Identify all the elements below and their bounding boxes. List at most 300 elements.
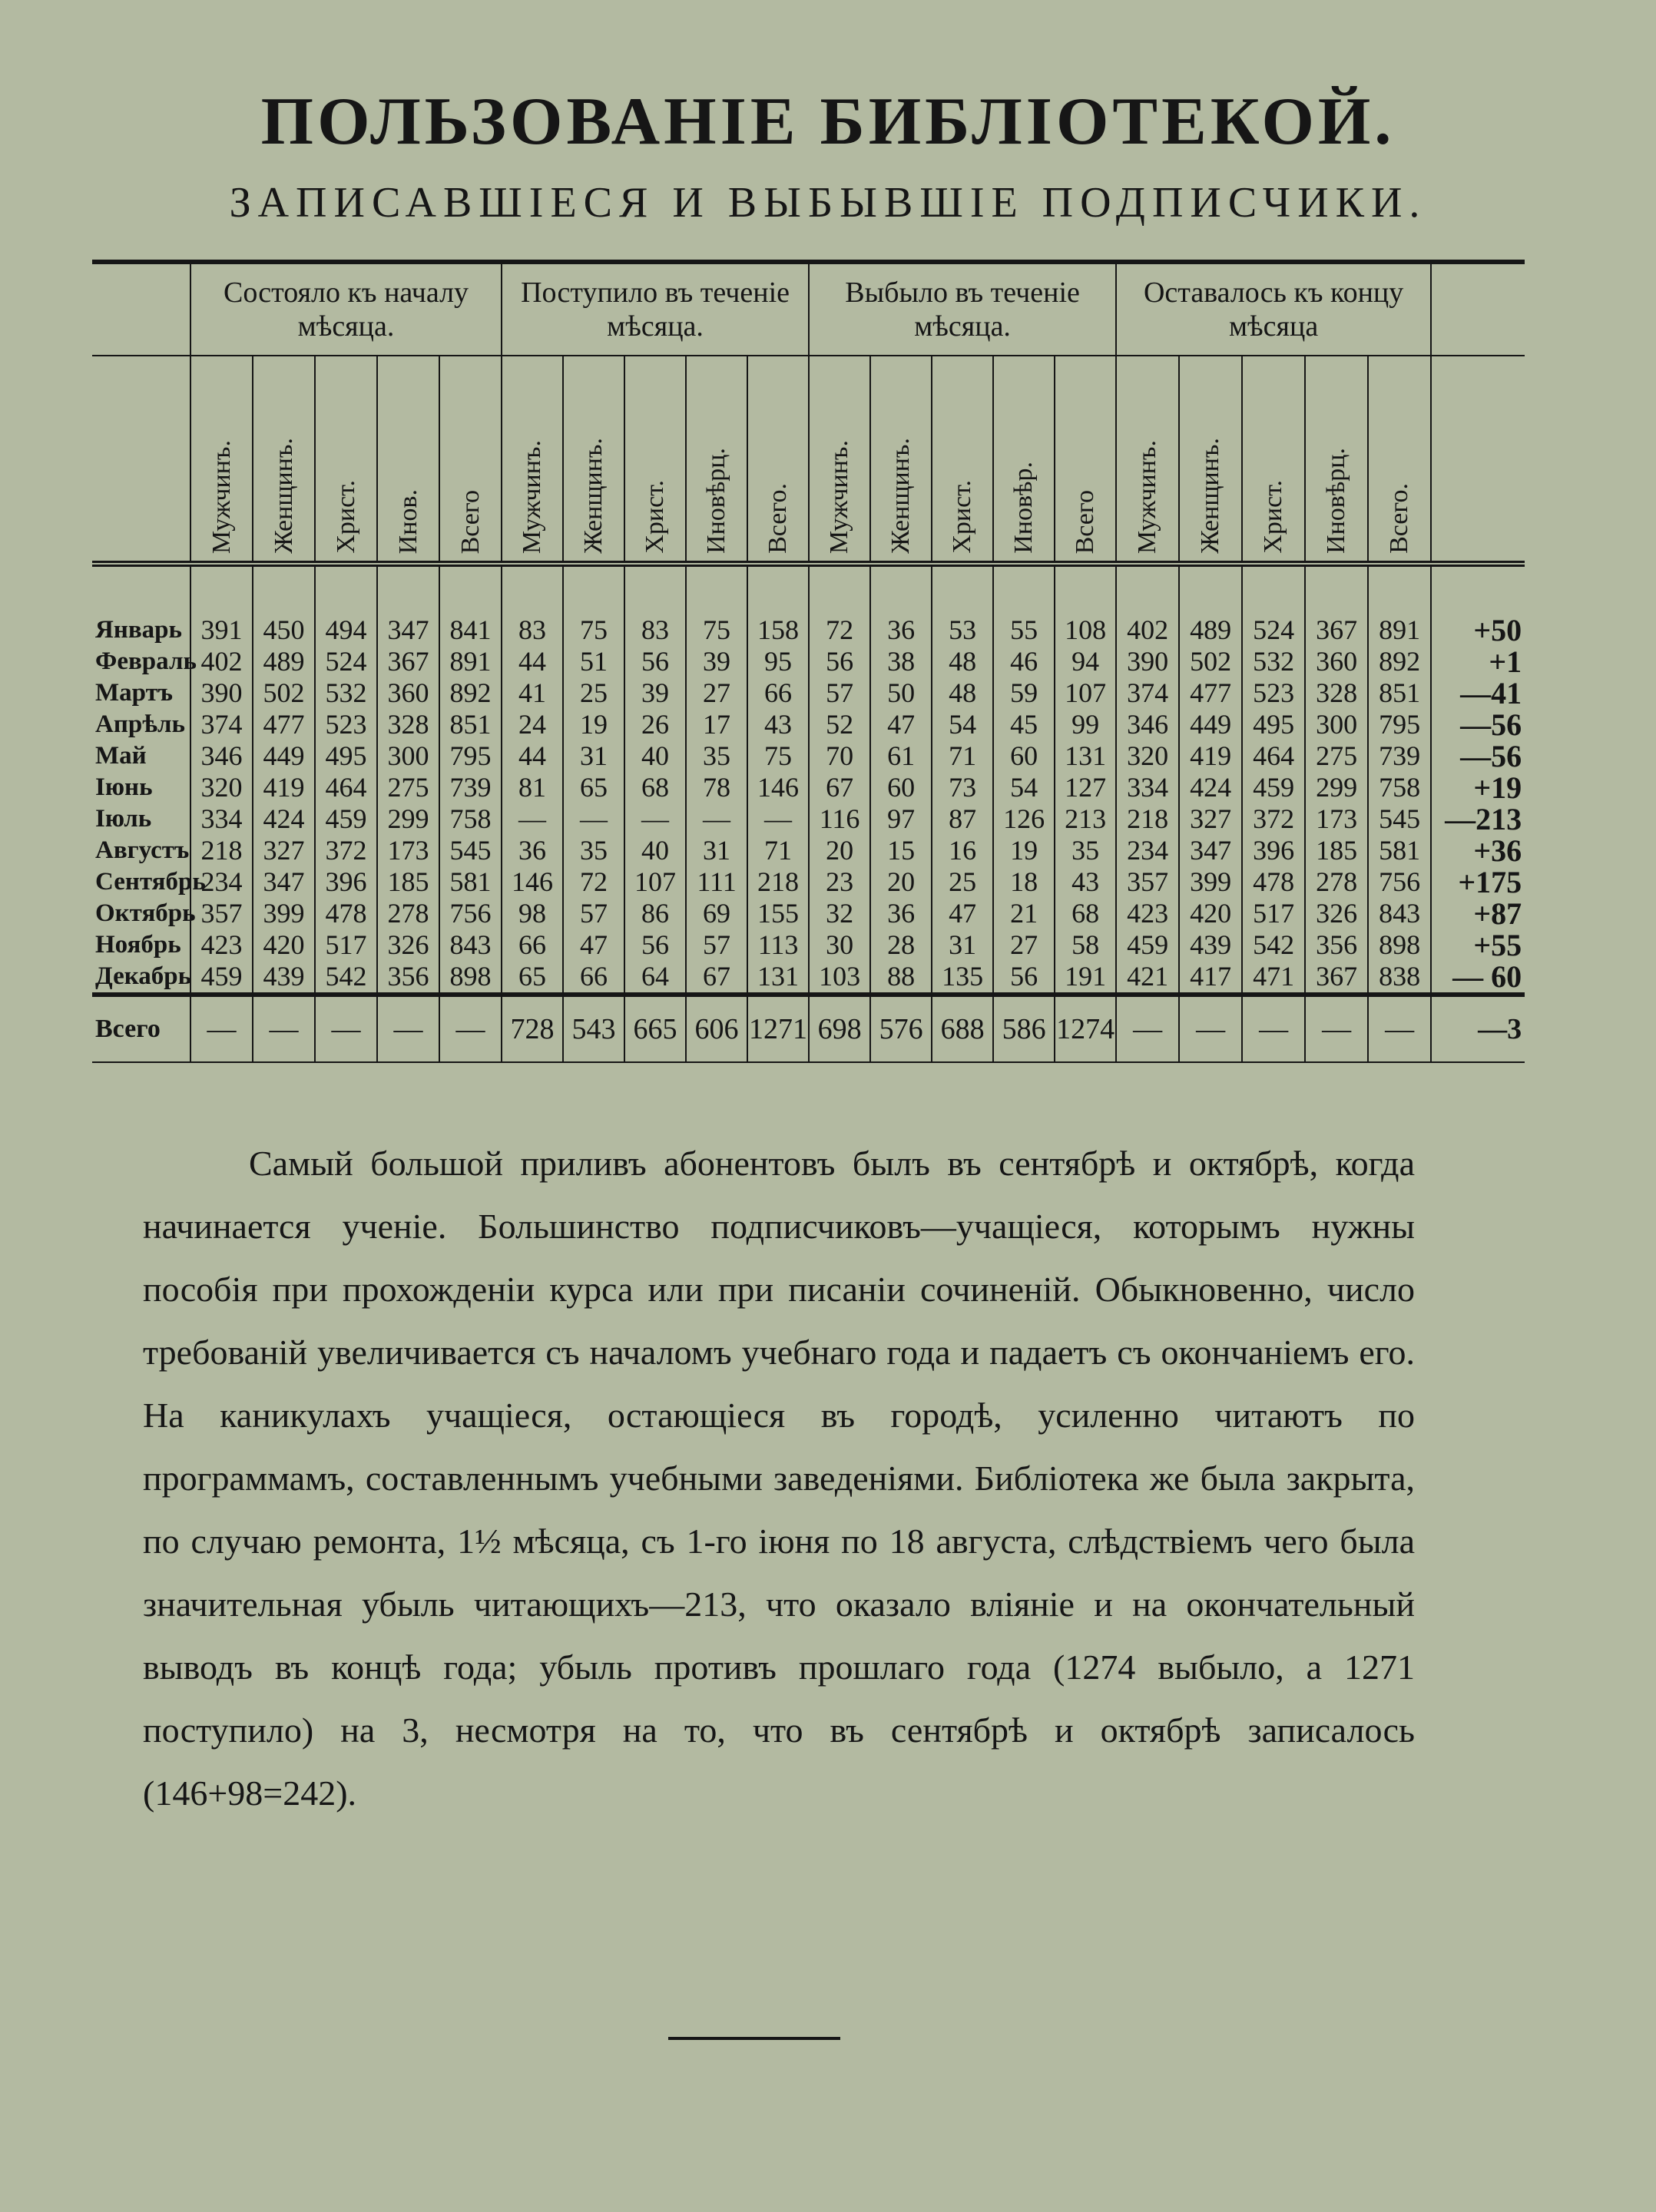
value-cell: 494 — [315, 614, 377, 646]
value-cell: 464 — [315, 772, 377, 803]
value-cell: 57 — [686, 929, 747, 961]
value-cell: 471 — [1242, 961, 1305, 995]
value-cell: 44 — [502, 740, 563, 772]
value-cell: 423 — [190, 929, 253, 961]
total-value-cell: 606 — [686, 995, 747, 1062]
difference-cell: —56 — [1431, 740, 1525, 772]
value-cell: 502 — [1179, 646, 1242, 677]
value-cell: 459 — [315, 803, 377, 835]
value-cell: 31 — [686, 835, 747, 866]
value-cell: 851 — [1368, 677, 1431, 709]
value-cell: 57 — [563, 898, 624, 929]
column-header-label: Христ. — [1259, 480, 1288, 554]
value-cell: 328 — [377, 709, 439, 740]
table-row — [92, 677, 1525, 709]
total-row — [92, 995, 1525, 1062]
spacer-cell — [932, 564, 993, 614]
value-cell: 66 — [563, 961, 624, 995]
value-cell: 146 — [502, 866, 563, 898]
value-cell: 390 — [190, 677, 253, 709]
value-cell: 843 — [439, 929, 502, 961]
value-cell: 61 — [870, 740, 932, 772]
column-header — [809, 356, 870, 564]
spacer-cell — [315, 564, 377, 614]
value-cell: 69 — [686, 898, 747, 929]
value-cell: 423 — [1116, 898, 1179, 929]
value-cell: 300 — [377, 740, 439, 772]
value-cell: — — [686, 803, 747, 835]
value-cell: 65 — [502, 961, 563, 995]
spacer-cell — [190, 564, 253, 614]
value-cell: 328 — [1305, 677, 1368, 709]
value-cell: 56 — [624, 929, 686, 961]
total-value-cell: 543 — [563, 995, 624, 1062]
value-cell: 185 — [377, 866, 439, 898]
value-cell: 67 — [686, 961, 747, 995]
value-cell: 795 — [439, 740, 502, 772]
column-header — [439, 356, 502, 564]
total-value-cell: — — [1305, 995, 1368, 1062]
value-cell: 44 — [502, 646, 563, 677]
difference-cell: —41 — [1431, 677, 1525, 709]
spacer-cell — [563, 564, 624, 614]
value-cell: 581 — [1368, 835, 1431, 866]
value-cell: 356 — [377, 961, 439, 995]
value-cell: — — [563, 803, 624, 835]
value-cell: 103 — [809, 961, 870, 995]
value-cell: 851 — [439, 709, 502, 740]
month-cell: Февраль — [95, 647, 197, 675]
difference-cell: +1 — [1431, 646, 1525, 677]
total-value-cell: — — [1368, 995, 1431, 1062]
value-cell: 70 — [809, 740, 870, 772]
value-cell: — — [747, 803, 809, 835]
value-cell: 218 — [1116, 803, 1179, 835]
value-cell: 83 — [624, 614, 686, 646]
column-header-label: Инов. — [393, 488, 422, 554]
value-cell: 327 — [1179, 803, 1242, 835]
spacer-cell — [1368, 564, 1431, 614]
column-header-label: Мужчинъ. — [518, 439, 547, 554]
spacer-cell — [809, 564, 870, 614]
value-cell: 158 — [747, 614, 809, 646]
value-cell: 87 — [932, 803, 993, 835]
difference-cell: +50 — [1431, 614, 1525, 646]
value-cell: 58 — [1055, 929, 1116, 961]
value-cell: 478 — [315, 898, 377, 929]
value-cell: 135 — [932, 961, 993, 995]
value-cell: 81 — [502, 772, 563, 803]
value-cell: 60 — [870, 772, 932, 803]
total-value-cell: 688 — [932, 995, 993, 1062]
value-cell: 73 — [932, 772, 993, 803]
value-cell: 795 — [1368, 709, 1431, 740]
group-header-row — [92, 262, 1525, 356]
difference-cell: +55 — [1431, 929, 1525, 961]
column-header-label: Женщинъ. — [579, 438, 608, 554]
table-row — [92, 898, 1525, 929]
value-cell: 40 — [624, 740, 686, 772]
value-cell: 51 — [563, 646, 624, 677]
difference-cell: — 60 — [1431, 961, 1525, 995]
column-header-label: Христ. — [331, 480, 360, 554]
spacer-cell — [1116, 564, 1179, 614]
value-cell: 36 — [870, 614, 932, 646]
value-cell: 459 — [1242, 772, 1305, 803]
value-cell: 218 — [190, 835, 253, 866]
value-cell: 234 — [190, 866, 253, 898]
total-value-cell: 1271 — [747, 995, 809, 1062]
closing-rule — [668, 2037, 840, 2040]
value-cell: 66 — [502, 929, 563, 961]
value-cell: 48 — [932, 677, 993, 709]
total-value-cell: — — [439, 995, 502, 1062]
value-cell: 52 — [809, 709, 870, 740]
value-cell: 396 — [315, 866, 377, 898]
value-cell: 127 — [1055, 772, 1116, 803]
value-cell: 299 — [1305, 772, 1368, 803]
value-cell: 15 — [870, 835, 932, 866]
value-cell: 524 — [315, 646, 377, 677]
value-cell: 424 — [1179, 772, 1242, 803]
value-cell: 439 — [1179, 929, 1242, 961]
value-cell: 424 — [253, 803, 315, 835]
column-header — [1055, 356, 1116, 564]
value-cell: 43 — [1055, 866, 1116, 898]
column-header-label: Иновѣр. — [1009, 462, 1038, 554]
value-cell: 68 — [1055, 898, 1116, 929]
value-cell: 367 — [1305, 614, 1368, 646]
value-cell: 95 — [747, 646, 809, 677]
value-cell: 28 — [870, 929, 932, 961]
table-row — [92, 772, 1525, 803]
value-cell: 459 — [1116, 929, 1179, 961]
value-cell: 60 — [993, 740, 1055, 772]
value-cell: 24 — [502, 709, 563, 740]
value-cell: 83 — [502, 614, 563, 646]
table-row — [92, 709, 1525, 740]
spacer-cell — [993, 564, 1055, 614]
value-cell: 57 — [809, 677, 870, 709]
value-cell: 402 — [1116, 614, 1179, 646]
value-cell: 489 — [1179, 614, 1242, 646]
value-cell: 55 — [993, 614, 1055, 646]
value-cell: 113 — [747, 929, 809, 961]
subscribers-table-grid — [92, 260, 1525, 1063]
value-cell: 23 — [809, 866, 870, 898]
column-header-label: Христ. — [948, 480, 977, 554]
value-cell: 357 — [1116, 866, 1179, 898]
table-row — [92, 866, 1525, 898]
value-cell: 86 — [624, 898, 686, 929]
subscribers-table — [92, 260, 1522, 1063]
value-cell: 841 — [439, 614, 502, 646]
value-cell: 107 — [1055, 677, 1116, 709]
column-header — [993, 356, 1055, 564]
value-cell: 399 — [1179, 866, 1242, 898]
value-cell: 347 — [377, 614, 439, 646]
value-cell: 31 — [563, 740, 624, 772]
page-subtitle: ЗАПИСАВШІЕСЯ И ВЫБЫВШІЕ ПОДПИСЧИКИ. — [229, 179, 1427, 227]
spacer-cell — [377, 564, 439, 614]
value-cell: 300 — [1305, 709, 1368, 740]
column-header-label: Всего — [1071, 489, 1100, 554]
value-cell: 477 — [1179, 677, 1242, 709]
month-cell: Октябрь — [95, 899, 196, 927]
value-cell: 107 — [624, 866, 686, 898]
value-cell: 20 — [870, 866, 932, 898]
total-value-cell: — — [253, 995, 315, 1062]
value-cell: 65 — [563, 772, 624, 803]
value-cell: 278 — [1305, 866, 1368, 898]
value-cell: 399 — [253, 898, 315, 929]
value-cell: 756 — [439, 898, 502, 929]
table-row — [92, 740, 1525, 772]
value-cell: 374 — [1116, 677, 1179, 709]
value-cell: 35 — [686, 740, 747, 772]
value-cell: 71 — [932, 740, 993, 772]
value-cell: 739 — [439, 772, 502, 803]
value-cell: — — [624, 803, 686, 835]
value-cell: 756 — [1368, 866, 1431, 898]
value-cell: 420 — [1179, 898, 1242, 929]
value-cell: 48 — [932, 646, 993, 677]
value-cell: 892 — [1368, 646, 1431, 677]
value-cell: 50 — [870, 677, 932, 709]
value-cell: 419 — [253, 772, 315, 803]
column-header — [253, 356, 315, 564]
table-row — [92, 835, 1525, 866]
total-value-cell: — — [1242, 995, 1305, 1062]
value-cell: 532 — [315, 677, 377, 709]
month-header-cell — [92, 262, 190, 356]
value-cell: 327 — [253, 835, 315, 866]
value-cell: 88 — [870, 961, 932, 995]
month-cell: Августъ — [95, 836, 190, 864]
group-header: Выбыло въ теченіе мѣсяца. — [809, 262, 1116, 356]
month-cell: Ноябрь — [95, 931, 181, 959]
value-cell: 56 — [809, 646, 870, 677]
value-cell: 26 — [624, 709, 686, 740]
table-row — [92, 646, 1525, 677]
total-value-cell: 728 — [502, 995, 563, 1062]
total-value-cell: 1274 — [1055, 995, 1116, 1062]
total-difference-cell: —3 — [1431, 995, 1525, 1062]
value-cell: 72 — [563, 866, 624, 898]
value-cell: 173 — [1305, 803, 1368, 835]
spacer-cell — [870, 564, 932, 614]
value-cell: 173 — [377, 835, 439, 866]
value-cell: 545 — [1368, 803, 1431, 835]
value-cell: 25 — [932, 866, 993, 898]
spacer-cell — [1055, 564, 1116, 614]
value-cell: 489 — [253, 646, 315, 677]
value-cell: 542 — [315, 961, 377, 995]
column-header — [502, 356, 563, 564]
value-cell: 218 — [747, 866, 809, 898]
value-cell: 35 — [1055, 835, 1116, 866]
value-cell: 36 — [502, 835, 563, 866]
value-cell: 47 — [563, 929, 624, 961]
spacer-cell — [1431, 564, 1525, 614]
spacer-cell — [1242, 564, 1305, 614]
value-cell: 78 — [686, 772, 747, 803]
group-header: Состояло къ началу мѣсяца. — [190, 262, 502, 356]
value-cell: 47 — [932, 898, 993, 929]
total-label-cell: Всего — [92, 995, 190, 1062]
value-cell: 326 — [1305, 898, 1368, 929]
value-cell: 108 — [1055, 614, 1116, 646]
value-cell: 891 — [1368, 614, 1431, 646]
value-cell: 391 — [190, 614, 253, 646]
value-cell: 185 — [1305, 835, 1368, 866]
value-cell: 459 — [190, 961, 253, 995]
value-cell: 523 — [315, 709, 377, 740]
spacer-cell — [1179, 564, 1242, 614]
value-cell: 477 — [253, 709, 315, 740]
value-cell: 99 — [1055, 709, 1116, 740]
table-body — [92, 614, 1525, 1062]
column-header — [1305, 356, 1368, 564]
value-cell: 360 — [1305, 646, 1368, 677]
value-cell: 367 — [377, 646, 439, 677]
value-cell: 532 — [1242, 646, 1305, 677]
column-header — [747, 356, 809, 564]
value-cell: 439 — [253, 961, 315, 995]
value-cell: 357 — [190, 898, 253, 929]
value-cell: 53 — [932, 614, 993, 646]
spacer-cell — [502, 564, 563, 614]
value-cell: 758 — [1368, 772, 1431, 803]
column-header — [624, 356, 686, 564]
value-cell: 45 — [993, 709, 1055, 740]
value-cell: 739 — [1368, 740, 1431, 772]
value-cell: 59 — [993, 677, 1055, 709]
value-cell: 495 — [1242, 709, 1305, 740]
spacer-cell — [747, 564, 809, 614]
value-cell: 898 — [1368, 929, 1431, 961]
column-header-label: Иновѣрц. — [702, 448, 731, 554]
value-cell: 75 — [563, 614, 624, 646]
value-cell: 32 — [809, 898, 870, 929]
value-cell: 390 — [1116, 646, 1179, 677]
value-cell: 21 — [993, 898, 1055, 929]
value-cell: 367 — [1305, 961, 1368, 995]
value-cell: 421 — [1116, 961, 1179, 995]
value-cell: 43 — [747, 709, 809, 740]
column-header-label: Всего. — [763, 483, 793, 554]
value-cell: 36 — [870, 898, 932, 929]
difference-cell: —213 — [1431, 803, 1525, 835]
total-value-cell: 698 — [809, 995, 870, 1062]
value-cell: 56 — [624, 646, 686, 677]
total-value-cell: 576 — [870, 995, 932, 1062]
difference-cell: +87 — [1431, 898, 1525, 929]
total-value-cell: 665 — [624, 995, 686, 1062]
value-cell: 372 — [315, 835, 377, 866]
value-cell: 38 — [870, 646, 932, 677]
column-header-label: Мужчинъ. — [207, 439, 236, 554]
value-cell: 27 — [686, 677, 747, 709]
column-header-label: Христ. — [641, 480, 670, 554]
value-cell: 396 — [1242, 835, 1305, 866]
value-cell: 278 — [377, 898, 439, 929]
value-cell: 131 — [1055, 740, 1116, 772]
value-cell: 517 — [1242, 898, 1305, 929]
value-cell: 94 — [1055, 646, 1116, 677]
column-header — [1242, 356, 1305, 564]
value-cell: 299 — [377, 803, 439, 835]
value-cell: 155 — [747, 898, 809, 929]
body-paragraph: Самый большой приливъ абонентовъ былъ въ сентябрѣ и октябрѣ, когда начинается ученіе. Большинство подписчиковъ—учащіеся, которымъ нужны пособія при прохожденіи курса или при писаніи сочиненій. Обыкновенно, число требованій увеличивается съ началомъ учебнаго года и падаетъ съ окончаніемъ его. На каникулахъ учащіеся, остающіеся въ городѣ, усиленно читаютъ по программамъ, составленнымъ учебными заведеніями. Библіотека же была закрыта, по случаю ремонта, 1½ мѣсяца, съ 1-го іюня по 18 августа, слѣдствіемъ чего была значительная убыль читающихъ—213, что оказало вліяніе и на окончательный выводъ въ концѣ года; убыль противъ прошлаго года (1274 выбыло, а 1271 поступило) на 3, несмотря на то, что въ сентябрѣ и октябрѣ записалось (146+98=242). — [143, 1144, 1415, 1813]
value-cell: 372 — [1242, 803, 1305, 835]
column-header-label: Иновѣрц. — [1322, 448, 1351, 554]
spacer-cell — [92, 564, 190, 614]
value-cell: 542 — [1242, 929, 1305, 961]
column-header — [190, 356, 253, 564]
value-cell: 146 — [747, 772, 809, 803]
spacer-cell — [1305, 564, 1368, 614]
value-cell: 450 — [253, 614, 315, 646]
difference-cell: —56 — [1431, 709, 1525, 740]
value-cell: 40 — [624, 835, 686, 866]
value-cell: 419 — [1179, 740, 1242, 772]
difference-cell: +19 — [1431, 772, 1525, 803]
column-header-label: Женщинъ. — [269, 438, 298, 554]
value-cell: 517 — [315, 929, 377, 961]
value-cell: 19 — [993, 835, 1055, 866]
body-text — [143, 1132, 1415, 1825]
value-cell: 275 — [1305, 740, 1368, 772]
value-cell: 98 — [502, 898, 563, 929]
value-cell: 131 — [747, 961, 809, 995]
value-cell: 449 — [253, 740, 315, 772]
value-cell: 464 — [1242, 740, 1305, 772]
difference-cell: +175 — [1431, 866, 1525, 898]
table-row — [92, 803, 1525, 835]
value-cell: 320 — [190, 772, 253, 803]
value-cell: 25 — [563, 677, 624, 709]
spacer-cell — [686, 564, 747, 614]
value-cell: 523 — [1242, 677, 1305, 709]
value-cell: 892 — [439, 677, 502, 709]
column-header-label: Женщинъ. — [1196, 438, 1225, 554]
value-cell: 346 — [1116, 709, 1179, 740]
month-cell: Апрѣль — [95, 710, 185, 738]
value-cell: 347 — [1179, 835, 1242, 866]
value-cell: 478 — [1242, 866, 1305, 898]
value-cell: 97 — [870, 803, 932, 835]
column-header — [377, 356, 439, 564]
column-header — [1179, 356, 1242, 564]
column-header-label: Мужчинъ. — [825, 439, 854, 554]
difference-cell: +36 — [1431, 835, 1525, 866]
value-cell: 116 — [809, 803, 870, 835]
value-cell: 891 — [439, 646, 502, 677]
page-title: ПОЛЬЗОВАНІЕ БИБЛІОТЕКОЙ. — [260, 84, 1396, 159]
table-row — [92, 614, 1525, 646]
total-value-cell: 586 — [993, 995, 1055, 1062]
value-cell: 72 — [809, 614, 870, 646]
value-cell: 27 — [993, 929, 1055, 961]
spacer-cell — [624, 564, 686, 614]
value-cell: 64 — [624, 961, 686, 995]
value-cell: 20 — [809, 835, 870, 866]
value-cell: 46 — [993, 646, 1055, 677]
value-cell: 126 — [993, 803, 1055, 835]
value-cell: 67 — [809, 772, 870, 803]
value-cell: 71 — [747, 835, 809, 866]
